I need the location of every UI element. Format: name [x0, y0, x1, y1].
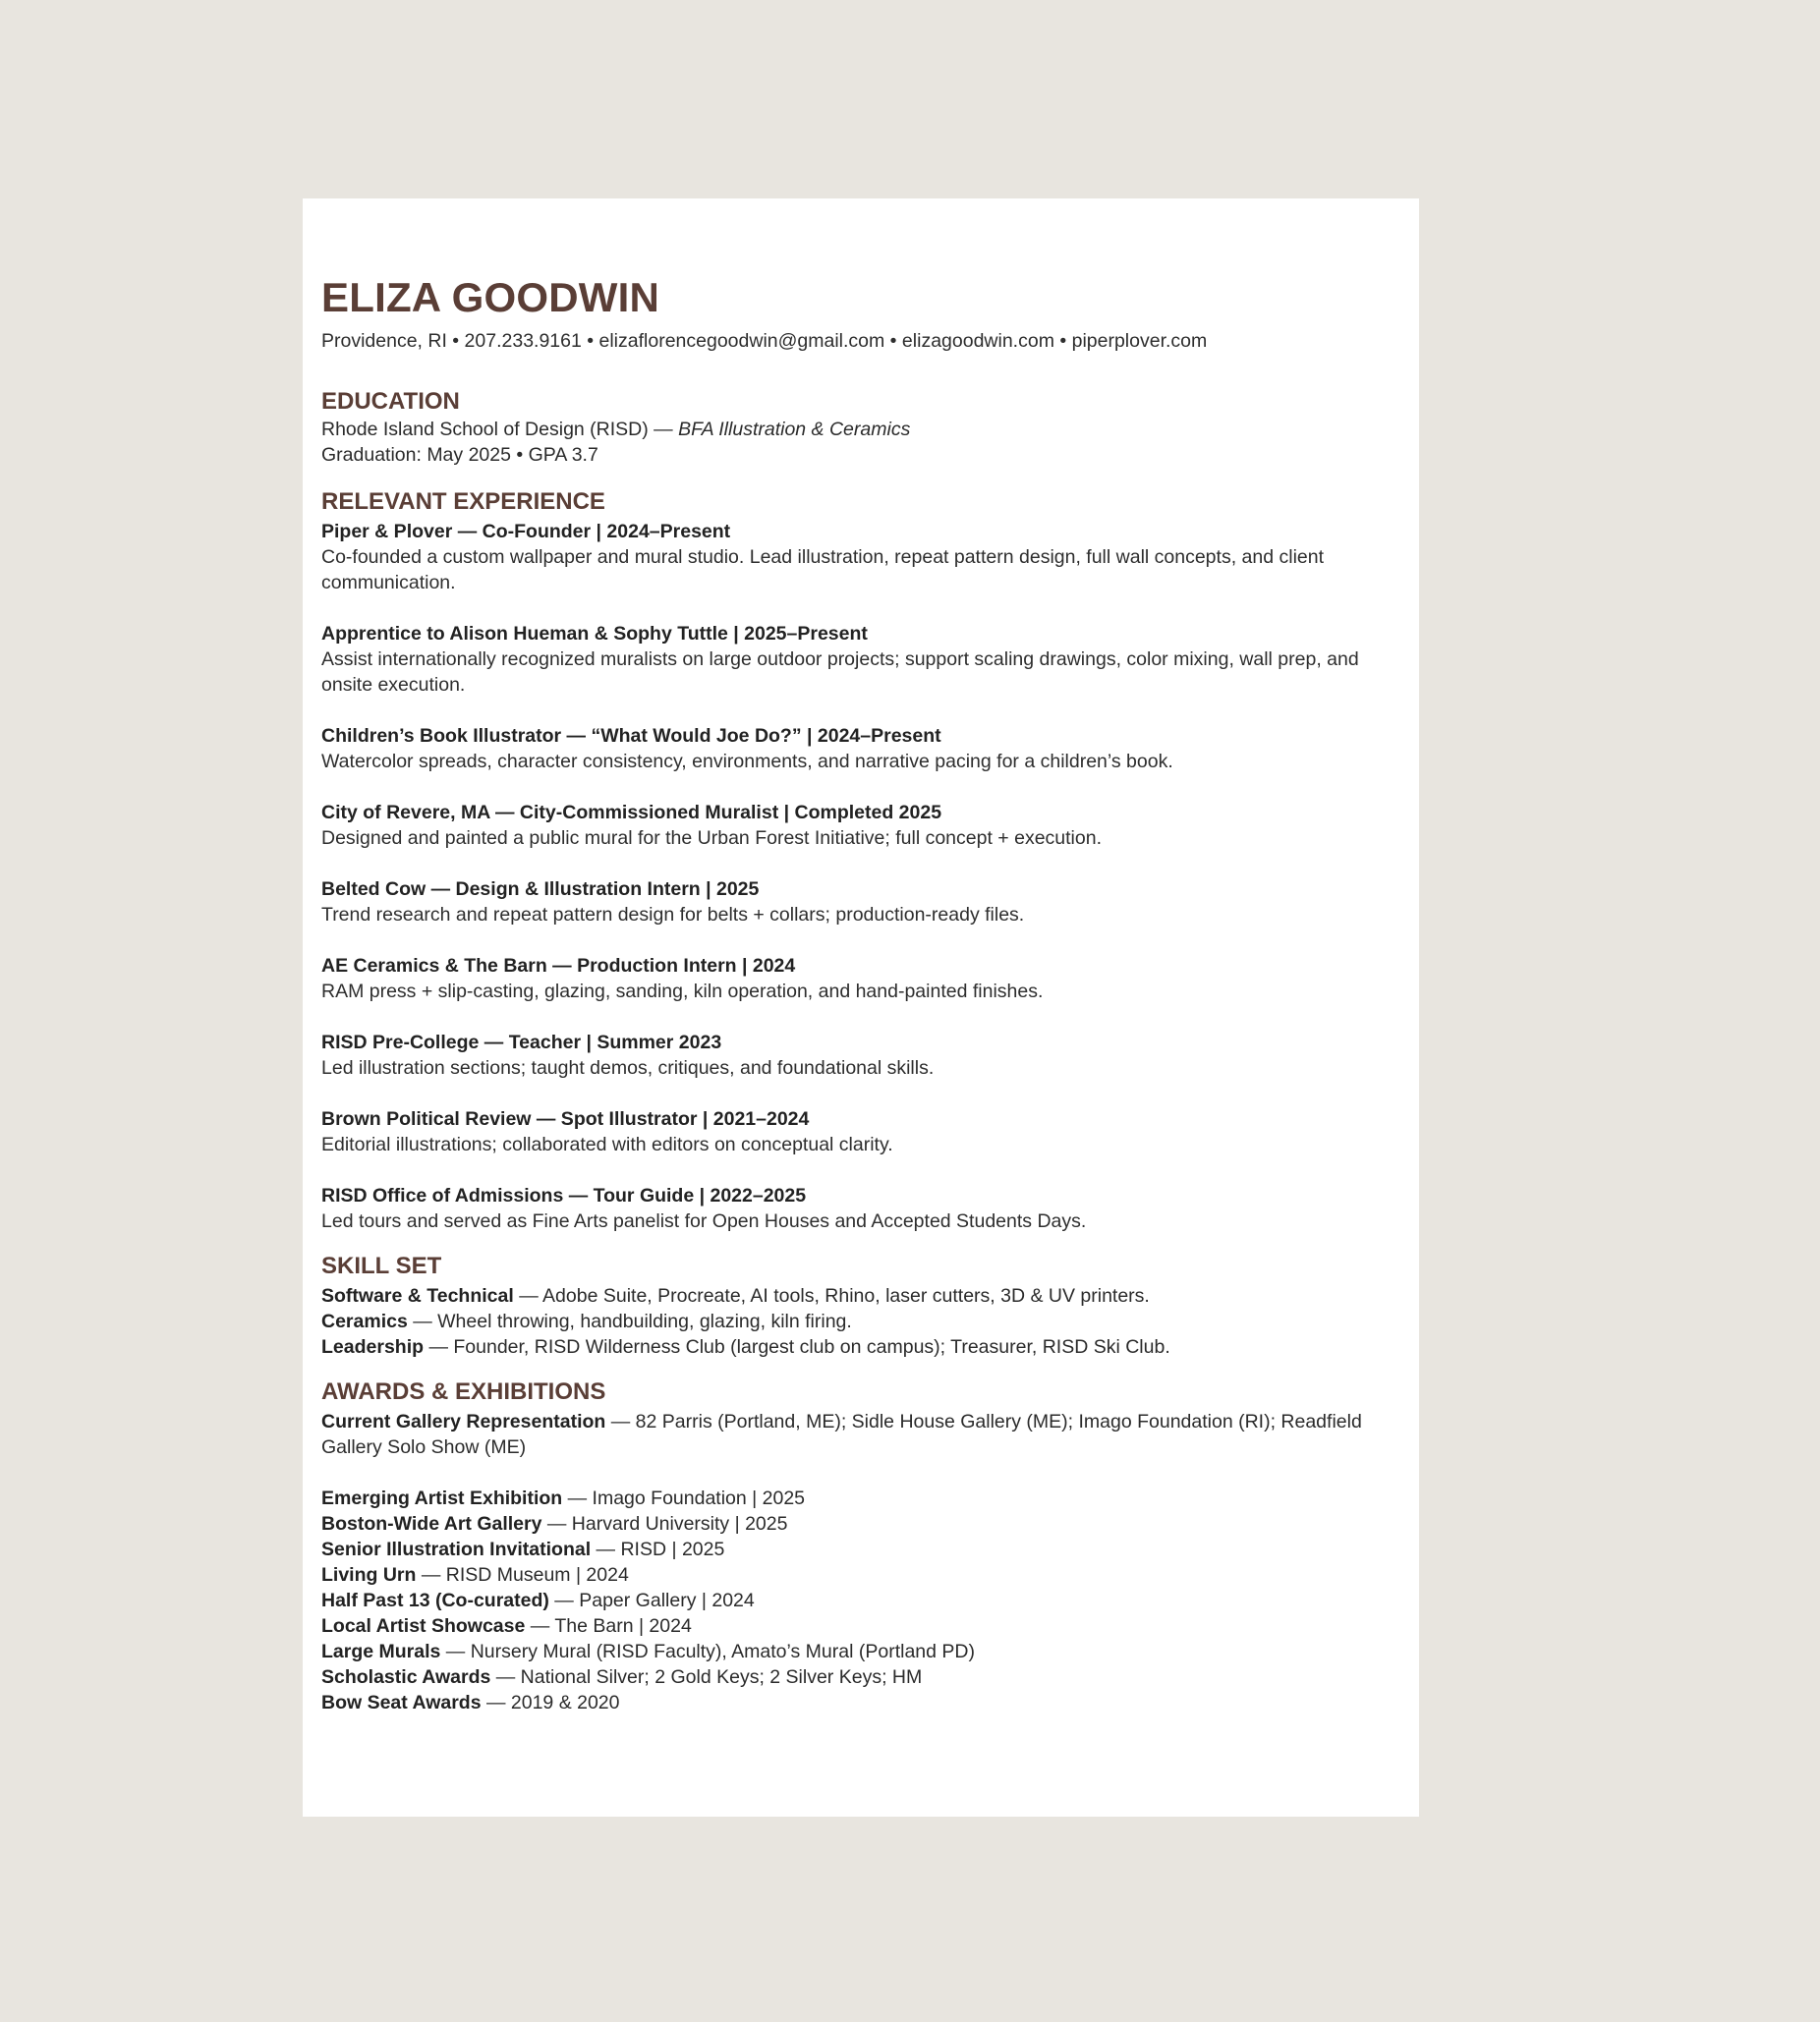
skill-label: Software & Technical — [321, 1285, 514, 1307]
experience-heading: RELEVANT EXPERIENCE — [321, 488, 605, 515]
education-school-line — [321, 417, 1399, 442]
skill-item — [321, 1309, 1399, 1334]
award-label: Living Urn — [321, 1564, 417, 1586]
skill-label: Leadership — [321, 1336, 425, 1358]
award-item — [321, 1562, 1399, 1588]
experience-title: Piper & Plover — Co-Founder | 2024–Present — [321, 521, 731, 542]
award-label: Boston-Wide Art Gallery — [321, 1513, 542, 1535]
experience-item — [321, 1030, 1399, 1081]
experience-item — [321, 723, 1399, 774]
education-heading: EDUCATION — [321, 388, 460, 415]
skills-list — [321, 1283, 1399, 1360]
award-label: Local Artist Showcase — [321, 1615, 526, 1637]
experience-description: Editorial illustrations; collaborated with editors on conceptual clarity. — [321, 1134, 893, 1155]
award-text: — RISD Museum | 2024 — [416, 1564, 629, 1586]
experience-item — [321, 1106, 1399, 1157]
experience-description: RAM press + slip-casting, glazing, sanding, kiln operation, and hand-painted finishes. — [321, 981, 1044, 1002]
skill-text: — Founder, RISD Wilderness Club (largest club on campus); Treasurer, RISD Ski Club. — [424, 1336, 1170, 1358]
experience-description: Designed and painted a public mural for the Urban Forest Initiative; full concept + execution. — [321, 827, 1102, 849]
skill-label: Ceramics — [321, 1311, 408, 1332]
award-item — [321, 1486, 1399, 1511]
award-text: — National Silver; 2 Gold Keys; 2 Silver Keys; HM — [490, 1666, 923, 1688]
award-item — [321, 1537, 1399, 1562]
experience-title: City of Revere, MA — City-Commissioned Muralist | Completed 2025 — [321, 802, 942, 823]
award-text: — Paper Gallery | 2024 — [548, 1590, 755, 1611]
award-text: — Imago Foundation | 2025 — [562, 1488, 806, 1509]
skill-item — [321, 1283, 1399, 1309]
education-degree: BFA Illustration & Ceramics — [678, 419, 911, 440]
award-item — [321, 1664, 1399, 1690]
experience-item — [321, 876, 1399, 927]
experience-item — [321, 800, 1399, 851]
award-label: Senior Illustration Invitational — [321, 1539, 592, 1560]
experience-description: Trend research and repeat pattern design for belts + collars; production-ready files. — [321, 904, 1025, 926]
skill-text: — Wheel throwing, handbuilding, glazing, kiln firing. — [407, 1311, 852, 1332]
award-label: Emerging Artist Exhibition — [321, 1488, 563, 1509]
award-item — [321, 1511, 1399, 1537]
contact-line: Providence, RI • 207.233.9161 • elizaflorencegoodwin@gmail.com • elizagoodwin.com • piperplover.com — [321, 330, 1208, 352]
resume-page — [303, 198, 1419, 1817]
awards-list — [321, 1409, 1399, 1715]
experience-description: Assist internationally recognized muralists on large outdoor projects; support scaling drawings, color mixing, wall prep, and onsite execution. — [321, 648, 1359, 696]
award-item — [321, 1588, 1399, 1613]
experience-item — [321, 519, 1399, 595]
education-school: Rhode Island School of Design (RISD) — — [321, 419, 679, 440]
award-text: — The Barn | 2024 — [525, 1615, 692, 1637]
award-label: Scholastic Awards — [321, 1666, 491, 1688]
experience-description: Co-founded a custom wallpaper and mural studio. Lead illustration, repeat pattern design, full wall concepts, and client communication. — [321, 546, 1325, 593]
experience-description: Led tours and served as Fine Arts panelist for Open Houses and Accepted Students Days. — [321, 1210, 1087, 1232]
award-label: Bow Seat Awards — [321, 1692, 482, 1713]
experience-title: Children’s Book Illustrator — “What Would Joe Do?” | 2024–Present — [321, 725, 941, 747]
experience-title: AE Ceramics & The Barn — Production Intern | 2024 — [321, 955, 796, 977]
experience-item — [321, 1183, 1399, 1234]
award-label: Half Past 13 (Co-curated) — [321, 1590, 549, 1611]
award-text: — RISD | 2025 — [591, 1539, 725, 1560]
award-label: Current Gallery Representation — [321, 1411, 606, 1432]
experience-title: RISD Office of Admissions — Tour Guide | 2022–2025 — [321, 1185, 807, 1207]
experience-title: Brown Political Review — Spot Illustrator | 2021–2024 — [321, 1108, 810, 1130]
experience-item — [321, 621, 1399, 698]
award-item — [321, 1613, 1399, 1639]
experience-description: Watercolor spreads, character consistency, environments, and narrative pacing for a children’s book. — [321, 751, 1173, 772]
experience-item — [321, 953, 1399, 1004]
resume-name: ELIZA GOODWIN — [321, 274, 660, 320]
education-details: Graduation: May 2025 • GPA 3.7 — [321, 444, 598, 466]
experience-list — [321, 519, 1399, 1234]
award-label: Large Murals — [321, 1641, 441, 1662]
skill-text: — Adobe Suite, Procreate, AI tools, Rhino, laser cutters, 3D & UV printers. — [513, 1285, 1150, 1307]
award-text: — Harvard University | 2025 — [541, 1513, 788, 1535]
skills-heading: SKILL SET — [321, 1253, 442, 1279]
award-text: — Nursery Mural (RISD Faculty), Amato’s Mural (Portland PD) — [440, 1641, 975, 1662]
experience-title: Apprentice to Alison Hueman & Sophy Tuttle | 2025–Present — [321, 623, 868, 645]
awards-heading: AWARDS & EXHIBITIONS — [321, 1378, 606, 1405]
award-item — [321, 1690, 1399, 1715]
gallery-representation — [321, 1409, 1399, 1460]
award-text: — 82 Parris (Portland, ME); Sidle House Gallery (ME); Imago Foundation (RI); Readfield Gallery Solo Show (ME) — [321, 1411, 1362, 1458]
award-item — [321, 1639, 1399, 1664]
experience-title: RISD Pre-College — Teacher | Summer 2023 — [321, 1032, 722, 1053]
experience-title: Belted Cow — Design & Illustration Intern | 2025 — [321, 878, 760, 900]
award-text: — 2019 & 2020 — [481, 1692, 620, 1713]
skill-item — [321, 1334, 1399, 1360]
experience-description: Led illustration sections; taught demos, critiques, and foundational skills. — [321, 1057, 935, 1079]
